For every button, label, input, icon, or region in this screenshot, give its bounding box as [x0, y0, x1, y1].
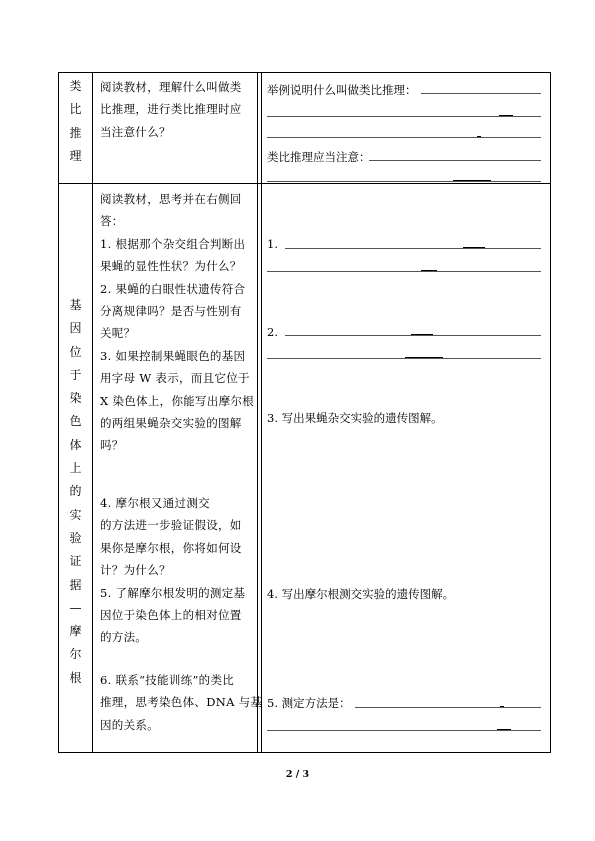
row2-questions-1-3: 阅读教材，思考并在右侧回 答： 1. 根据那个杂交组合判断出 果蝇的显性性状？为什么？ 2. 果蝇的白眼性状遗传符合 分离规律吗？是否与性别有 关呢？ 3. 如果控制果蝇眼色的基因 用字母 W 表示，而且它位于 X 染色体上，你能写出摩尔根 的两组果蝇杂交实验的图解 吗？ [100, 192, 255, 453]
answer-line[interactable] [267, 181, 541, 182]
answer-line[interactable] [267, 358, 541, 359]
column-divider [92, 73, 93, 752]
answer-line[interactable] [285, 335, 541, 336]
answer-4-prompt: 4. 写出摩尔根测交实验的遗传图解。 [267, 587, 455, 601]
answer-2-label: 2. [267, 325, 278, 339]
answer-line[interactable] [267, 730, 541, 731]
ink-mark [463, 247, 485, 248]
answer-line[interactable] [355, 707, 541, 708]
answer-line[interactable] [421, 93, 541, 94]
row1-question: 阅读教材，理解什么叫做类 比推理，进行类比推理时应 当注意什么？ [100, 80, 242, 139]
answer-3-prompt: 3. 写出果蝇杂交实验的遗传图解。 [267, 411, 443, 425]
ink-mark [453, 180, 491, 181]
page-number: 2 / 3 [285, 769, 310, 780]
ink-mark [500, 706, 504, 707]
row-divider [59, 183, 550, 184]
answer-line[interactable] [267, 116, 541, 117]
answer-5-prompt: 5. 测定方法是： [267, 696, 351, 710]
row2-label: 基 因 位 于 染 色 体 上 的 实 验 证 据 — 摩 尔 根 [69, 298, 82, 685]
row1-label: 类 比 推 理 [69, 79, 82, 163]
row2-questions-4-5: 4. 摩尔根又通过测交 的方法进一步验证假设，如 果你是摩尔根，你将如何设 计？为什么？ 5. 了解摩尔根发明的测定基 因位于染色体上的相对位置 的方法。 [100, 496, 246, 645]
answer-line[interactable] [285, 248, 541, 249]
ink-mark [477, 136, 481, 137]
answer-1-label: 1. [267, 237, 278, 251]
analogy-caution-prompt: 类比推理应当注意： [267, 150, 371, 164]
row2-question-6: 6. 联系“技能训练”的类比 推理，思考染色体、DNA 与基 因的关系。 [100, 673, 263, 732]
column-divider-double [257, 73, 262, 752]
ink-mark [497, 729, 511, 730]
ink-mark [405, 357, 443, 358]
ink-mark [411, 334, 433, 335]
answer-line[interactable] [267, 137, 541, 138]
analogy-example-prompt: 举例说明什么叫做类比推理： [267, 83, 417, 97]
lesson-table [58, 72, 551, 753]
answer-line[interactable] [369, 160, 541, 161]
ink-mark [421, 270, 437, 271]
ink-mark [499, 115, 513, 116]
answer-line[interactable] [267, 271, 541, 272]
